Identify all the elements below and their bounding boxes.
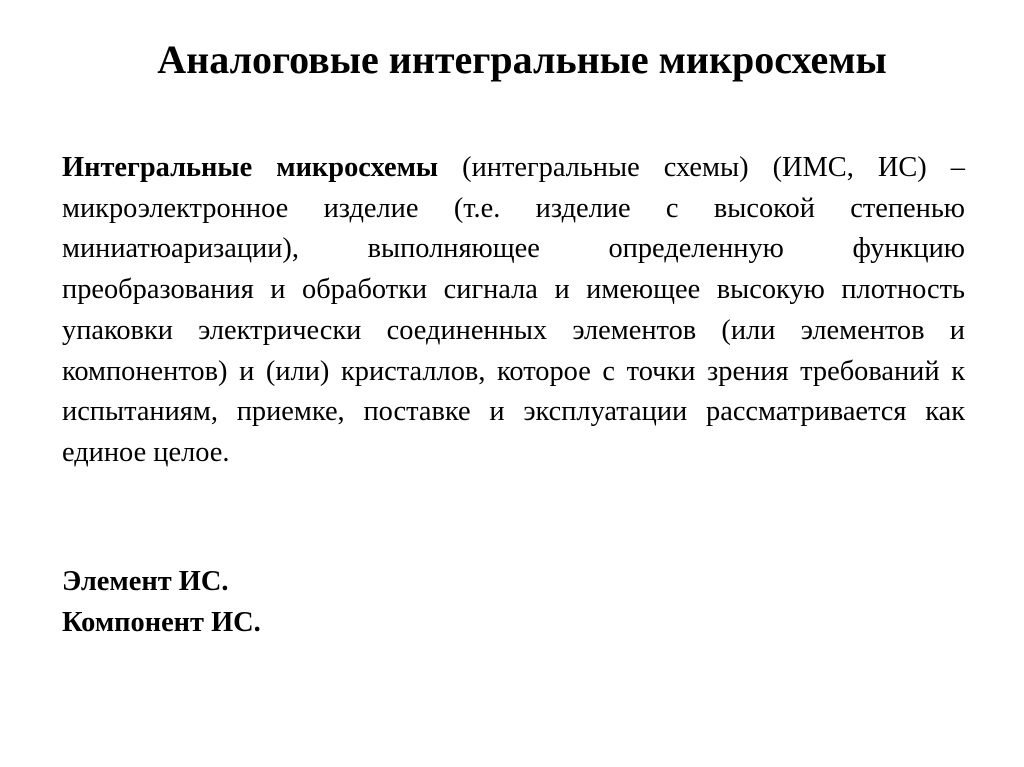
definition-term: Интегральные микросхемы bbox=[62, 152, 439, 183]
term-element-ic: Элемент ИС. bbox=[62, 566, 229, 597]
definition-paragraph bbox=[62, 148, 965, 474]
term-component-ic: Компонент ИС. bbox=[62, 607, 261, 638]
definition-text: (интегральные схемы) (ИМС, ИС) – микроэлектронное изделие (т.е. изделие с высокой степенью миниатюаризации), выполняющее определенную функцию преобразования и обработки сигнала и имеющее высокую плотность упаковки электрически соединенных элементов (или элементов и компонентов) и (или) кристаллов, которое с точки зрения требований к испытаниям, приемке, поставке и эксплуатации рассматривается как единое целое. bbox=[62, 152, 965, 468]
slide-title: Аналоговые интегральные микросхемы bbox=[157, 37, 887, 82]
